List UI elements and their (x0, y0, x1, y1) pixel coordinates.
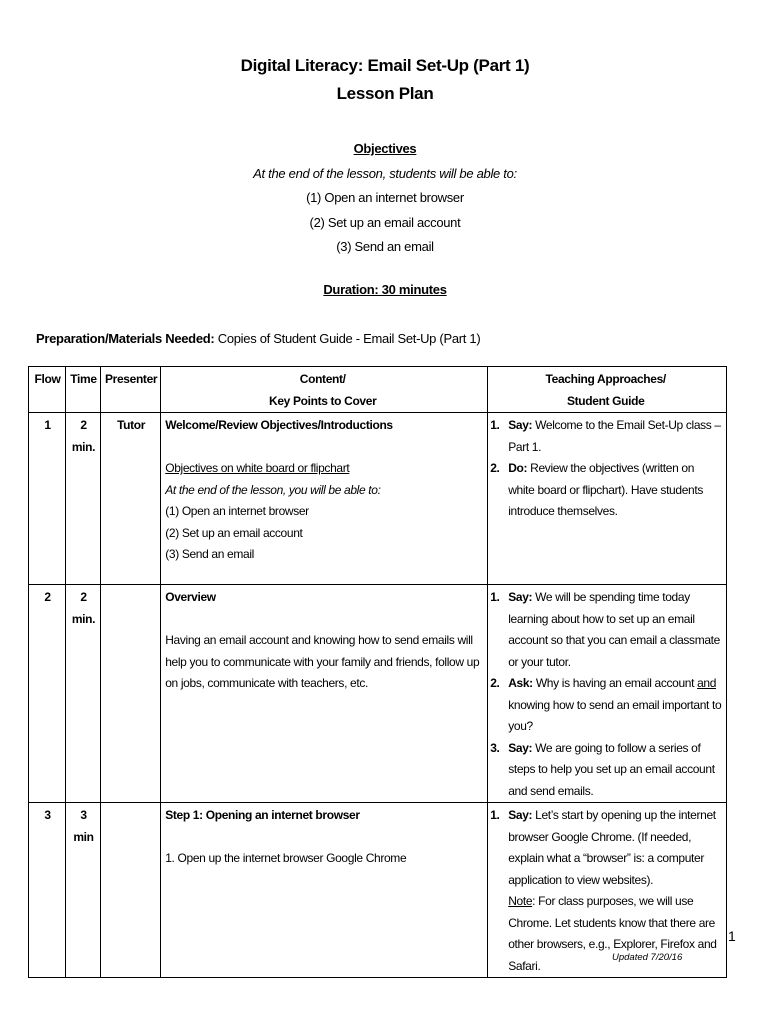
teaching-step: 3. Say: We are going to follow a series of steps to help you set up an email account and send emails. (490, 740, 715, 798)
row-teaching (488, 803, 726, 977)
title-line-2: Lesson Plan (336, 84, 434, 103)
table-row (29, 413, 727, 585)
row-content (161, 803, 487, 870)
header-presenter: Presenter (101, 367, 161, 413)
teaching-step: 1. Say: Let’s start by opening up the internet browser Google Chrome. (If needed, explain what a “browser” is: a computer application to view websites). Note: For class purposes, we will use Chrome. Let students know that there are other browsers, e.g., Explorer, Firefox and Safari. (490, 808, 717, 973)
row-presenter: Tutor (117, 418, 146, 432)
objectives-heading: Objectives (353, 141, 417, 156)
content-item: (2) Set up an email account (165, 525, 303, 540)
page-number: 1 (728, 928, 736, 944)
content-heading: Overview (165, 590, 216, 604)
row-flow: 2 (44, 590, 51, 604)
header-content: Content/ Key Points to Cover (161, 367, 488, 413)
duration: Duration: 30 minutes (323, 282, 447, 297)
row-content (161, 585, 487, 695)
content-heading: Step 1: Opening an internet browser (165, 808, 360, 822)
row-presenter (101, 803, 160, 805)
row-presenter (101, 585, 160, 587)
objective-item: (3) Send an email (336, 239, 434, 254)
content-item: (3) Send an email (165, 547, 254, 561)
content-intro: At the end of the lesson, you will be able to: (165, 482, 381, 497)
table-row (29, 585, 727, 803)
content-subheading: Objectives on white board or flipchart (165, 461, 350, 475)
objective-item: (2) Set up an email account (309, 214, 461, 230)
note-label: Note (508, 894, 533, 908)
row-content (161, 413, 487, 566)
preparation-materials (36, 331, 480, 346)
row-flow: 3 (44, 808, 51, 822)
document-title (0, 52, 770, 108)
content-item: (1) Open an internet browser (165, 504, 309, 518)
teaching-step: 1. Say: We will be spending time today learning about how to set up an email account so that you can email a classmate or your tutor. (490, 590, 720, 669)
row-teaching (488, 585, 726, 802)
header-time: Time (66, 367, 101, 413)
lesson-plan-table (28, 366, 727, 978)
preparation-text: Copies of Student Guide - Email Set-Up (Part 1) (214, 331, 481, 346)
note-text: : For class purposes, we will use Chrome. Let students know that there are other browsers, e.g., Explorer, Firefox and Safari. (508, 894, 717, 973)
header-flow: Flow (29, 367, 66, 413)
updated-date: Updated 7/20/16 (612, 952, 683, 963)
teaching-step: 1. Say: Welcome to the Email Set-Up class – Part 1. (490, 418, 721, 454)
teaching-step: 2. Do: Review the objectives (written on white board or flipchart). Have students introduce themselves. (490, 461, 703, 518)
content-text: 1. Open up the internet browser Google Chrome (165, 851, 407, 865)
preparation-label: Preparation/Materials Needed: (36, 331, 215, 346)
objectives-section (0, 137, 770, 260)
row-flow: 1 (44, 418, 51, 432)
content-heading: Welcome/Review Objectives/Introductions (165, 418, 393, 432)
teaching-step: 2. Ask: Why is having an email account and knowing how to send an email important to you? (490, 676, 722, 733)
objective-item: (1) Open an internet browser (306, 190, 464, 205)
row-time: 3 min (73, 808, 94, 844)
row-time: 2 min. (71, 590, 96, 626)
table-header-row (29, 367, 727, 413)
content-text: Having an email account and knowing how to send emails will help you to communicate with your family and friends, follow up on jobs, communicate with teachers, etc. (165, 633, 480, 690)
row-teaching (488, 413, 726, 523)
title-line-1: Digital Literacy: Email Set-Up (Part 1) (240, 56, 530, 75)
header-teaching: Teaching Approaches/ Student Guide (488, 367, 727, 413)
objectives-intro: At the end of the lesson, students will be able to: (253, 165, 517, 181)
row-time: 2 min. (71, 418, 96, 454)
